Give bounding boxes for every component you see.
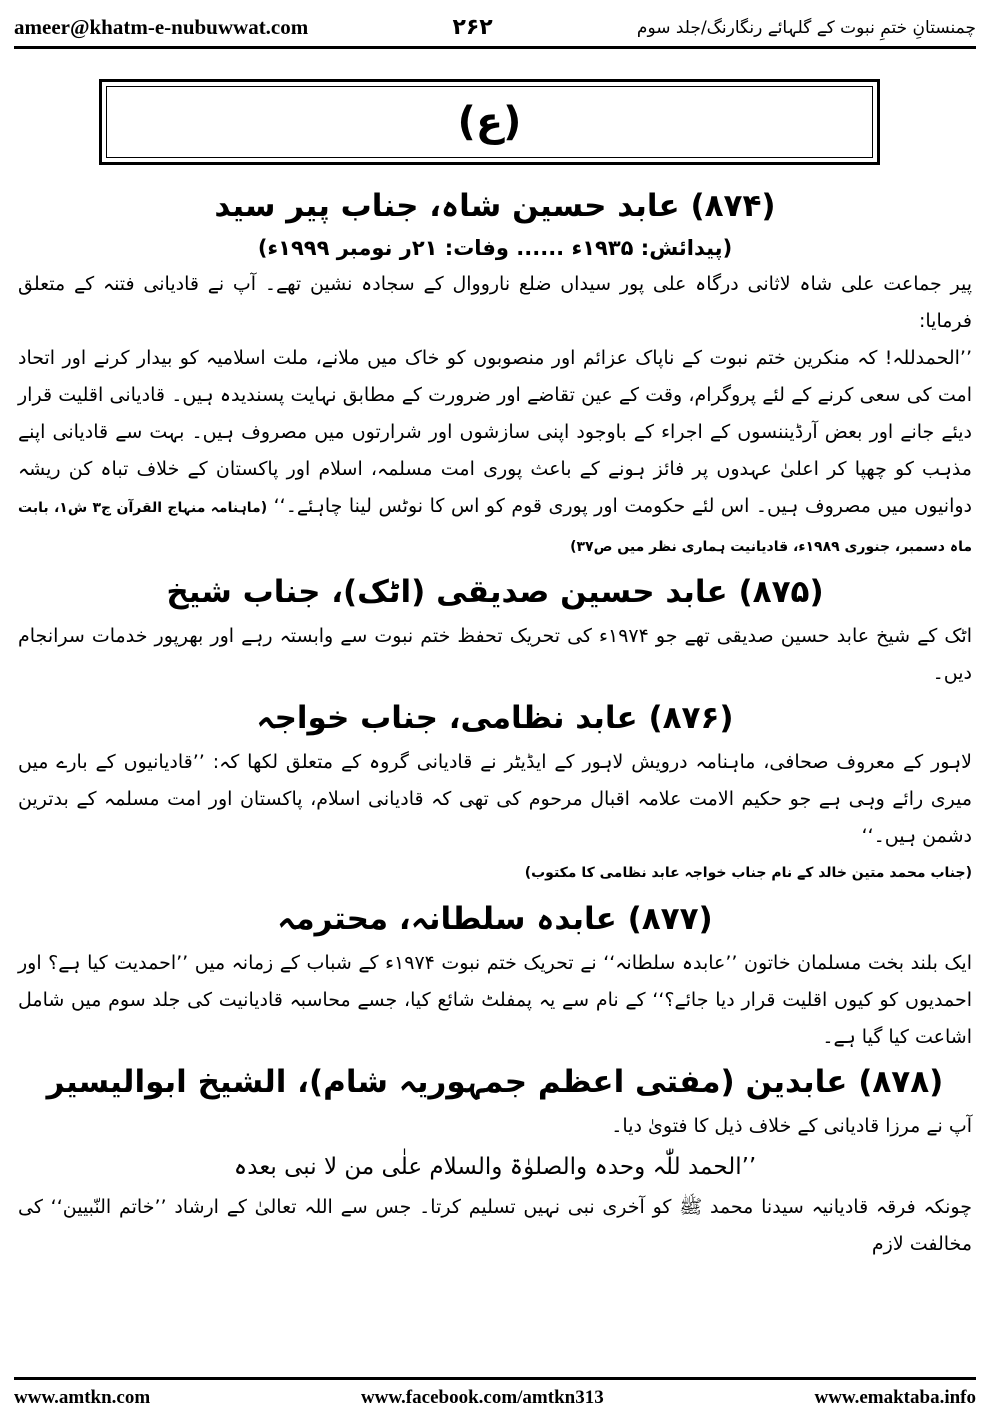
section-letter-box-inner — [106, 86, 873, 158]
entry-paragraph: ایک بلند بخت مسلمان خاتون ’’عابدہ سلطانہ‘‘ نے تحریک ختم نبوت ۱۹۷۴ء کے شباب کے زمانہ میں ’’احمدیت کیا ہے؟ اور احمدیوں کو کیوں اقلیت قرار دیا جائے؟‘‘ کے نام سے یہ پمفلٹ شائع کیا، جسے محاسبہ قادیانیت کی جلد سوم میں شامل اشاعت کیا گیا ہے۔ — [18, 952, 972, 1048]
entry-paragraph: اٹک کے شیخ عابد حسین صدیقی تھے جو ۱۹۷۴ء کی تحریک تحفظ ختم نبوت سے وابستہ رہے اور بھرپور خدمات سرانجام دیں۔ — [18, 625, 972, 684]
entry-quote-text: ’’الحمدللہ! کہ منکرین ختم نبوت کے ناپاک عزائم اور منصوبوں کو خاک میں ملانے، ملت اسلامیہ کو بیدار کرنے اور اتحاد امت کی سعی کرنے کے لئے پروگرام، وقت کے عین تقاضے اور ضرورت کے مطابق نہایت پسندیدہ ہیں۔ قادیانی اقلیت قرار دیئے جانے اور بعض آرڈیننسوں کے اجراء کے باوجود اپنی سازشوں اور شرارتوں میں مصروف ہیں۔ بہت سے قادیانی اپنے مذہب کو چھپا کر اعلیٰ عہدوں پر فائز ہونے کے باعث پوری امت مسلمہ، اسلام اور پاکستان کے خلاف تباہ کن ریشہ دوانیوں میں مصروف ہیں۔ اس لئے حکومت اور پوری قوم کو اس کا نوٹس لینا چاہئے۔‘‘ — [18, 347, 972, 517]
entry-citation: (جناب محمد متین خالد کے نام جناب خواجہ عابد نظامی کا مکتوب) — [524, 865, 972, 881]
entry-heading: (۸۷۶) عابد نظامی، جناب خواجہ — [256, 700, 734, 736]
page-header — [14, 10, 976, 44]
entry-quote — [18, 340, 972, 566]
header-email: ameer@khatm-e-nubuwwat.com — [14, 14, 309, 39]
entry-heading: (۸۷۵) عابد حسین صدیقی (اٹک)، جناب شیخ — [166, 574, 824, 610]
entry-876 — [18, 696, 972, 887]
footer-link-amtkn: www.amtkn.com — [14, 1387, 151, 1408]
entry-paragraph: لاہور کے معروف صحافی، ماہنامہ درویش لاہور کے ایڈیٹر نے قادیانی گروہ کے متعلق لکھا کہ: ’’قادیانیوں کے بارے میں میری رائے وہی ہے جو حکیم الامت علامہ اقبال مرحوم کی تھی کہ قادیانی اسلام، پاکستان اور امت مسلمہ کے بدترین دشمن ہیں۔‘‘ — [18, 751, 972, 847]
entry-citation: (ماہنامہ منہاج القرآن ج۳ ش۱، بابت ماہ دسمبر، جنوری ۱۹۸۹ء، قادیانیت ہماری نظر میں ص۳۷) — [18, 500, 972, 555]
entry-dates: (پیدائش: ۱۹۳۵ء ...... وفات: ۲۱ر نومبر ۱۹۹۹ء) — [257, 236, 733, 260]
entry-878 — [18, 1060, 972, 1263]
entry-closing: چونکہ فرقہ قادیانیہ سیدنا محمد ﷺ کو آخری نبی نہیں تسلیم کرتا۔ جس سے اللہ تعالیٰ کے ارشاد ’’خاتم النّبیین‘‘ کی مخالفت لازم — [18, 1196, 972, 1255]
entry-heading: (۸۷۷) عابدہ سلطانہ، محترمہ — [277, 901, 713, 937]
entry-heading: (۸۷۴) عابد حسین شاہ، جناب پیر سید — [214, 188, 776, 224]
entry-877 — [18, 897, 972, 1056]
page-number: ۲۶۲ — [452, 14, 493, 40]
entry-heading: (۸۷۸) عابدین (مفتی اعظم جمہوریہ شام)، الشیخ ابوالیسیر — [46, 1064, 944, 1100]
arabic-quote: ’’الحمد للّٰہ وحدہ والصلوٰۃ والسلام علٰی من لا نبی بعدہ — [233, 1154, 757, 1180]
footer-rule — [14, 1377, 976, 1380]
entry-paragraph: آپ نے مرزا قادیانی کے خلاف ذیل کا فتویٰ دیا۔ — [611, 1115, 972, 1137]
section-letter: (ع) — [457, 99, 522, 145]
entry-874 — [18, 184, 972, 566]
page-content — [18, 180, 972, 1263]
book-title: چمنستانِ ختمِ نبوت کے گلہائے رنگارنگ/جلد سوم — [636, 17, 976, 38]
footer-link-facebook: www.facebook.com/amtkn313 — [360, 1387, 604, 1408]
footer-link-emaktaba: www.emaktaba.info — [814, 1387, 976, 1408]
page-footer — [14, 1384, 976, 1412]
header-rule — [14, 46, 976, 49]
section-letter-box — [99, 79, 880, 165]
entry-paragraph: پیر جماعت علی شاہ لاثانی درگاہ علی پور سیداں ضلع نارووال کے سجادہ نشین تھے۔ آپ نے قادیانی فتنہ کے متعلق فرمایا: — [18, 273, 972, 332]
entry-875 — [18, 570, 972, 692]
